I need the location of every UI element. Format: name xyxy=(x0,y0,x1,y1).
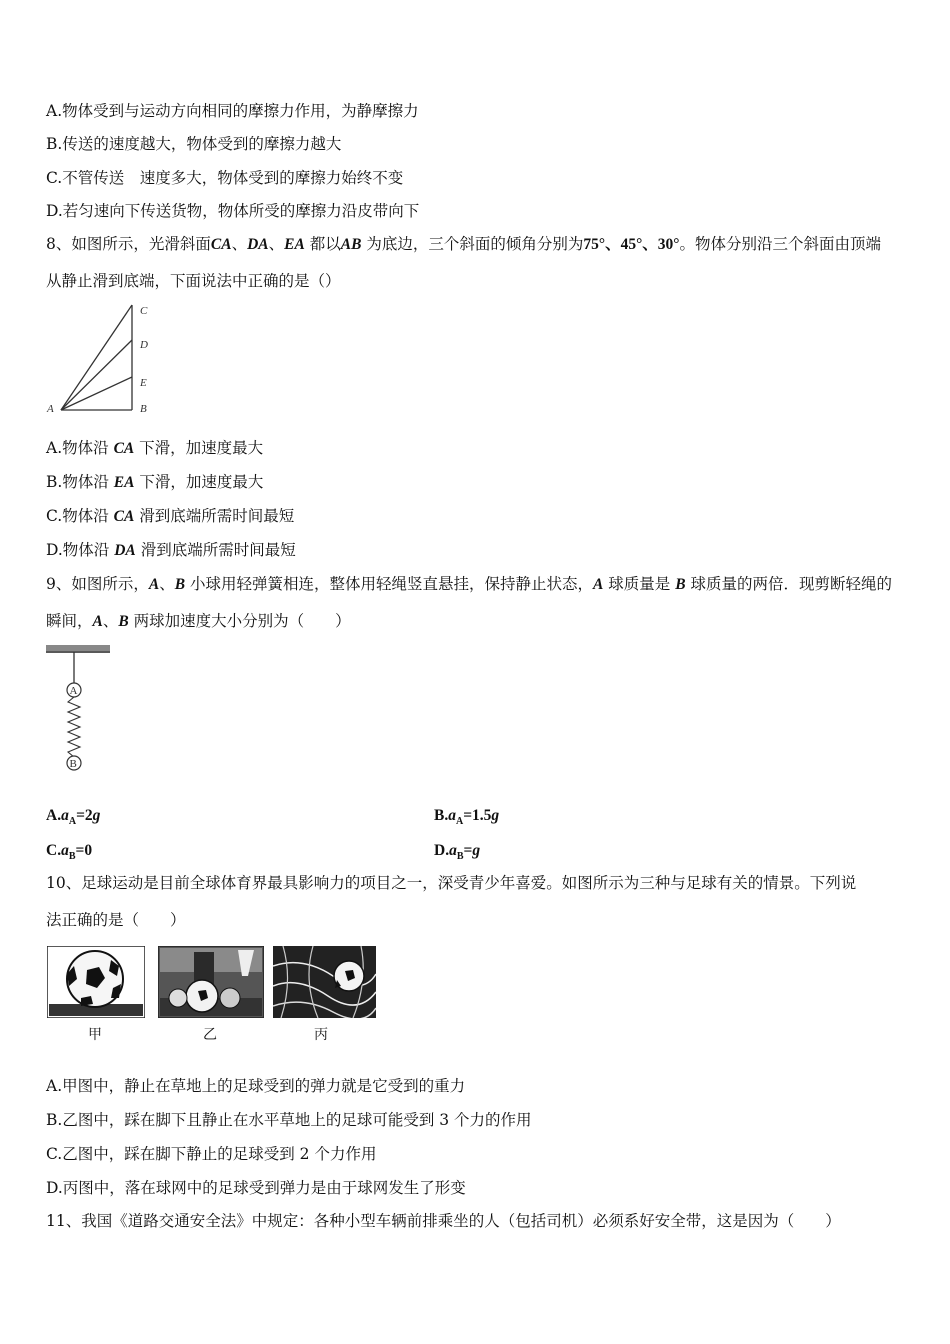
q8-option-c: C.物体沿 CA 滑到底端所需时间最短 xyxy=(46,507,295,525)
ceiling xyxy=(46,645,110,651)
ball-a-label: A xyxy=(69,685,78,697)
q8-stem-line2: 从静止滑到底端，下面说法中正确的是（） xyxy=(46,272,341,290)
q10-photo-bing xyxy=(273,946,376,1018)
q10-option-d: D.丙图中，落在球网中的足球受到弹力是由于球网发生了形变 xyxy=(46,1179,466,1197)
q9-stem-line1: 9、如图所示，A、B 小球用轻弹簧相连，整体用轻绳竖直悬挂，保持静止状态，A 球质量是 B 球质量的两倍．现剪断轻绳的 xyxy=(46,575,892,593)
label-c: C xyxy=(140,305,148,317)
incline-ca xyxy=(61,305,132,410)
caption-jia: 甲 xyxy=(88,1027,102,1043)
q10-photo-yi xyxy=(158,946,264,1018)
q10-option-a: A.甲图中，静止在草地上的足球受到的弹力就是它受到的重力 xyxy=(46,1077,466,1095)
q9-stem-line2: 瞬间，A、B 两球加速度大小分别为（ ） xyxy=(46,612,351,630)
q10-stem-line2: 法正确的是（ ） xyxy=(46,911,186,929)
caption-bing: 丙 xyxy=(314,1027,328,1043)
label-d: D xyxy=(140,339,148,351)
q8-incline-figure xyxy=(44,300,164,420)
q8-stem-line1: 8、如图所示，光滑斜面CA、DA、EA 都以AB 为底边，三个斜面的倾角分别为75°、45°、30°。物体分别沿三个斜面由顶端 xyxy=(46,235,882,253)
label-a: A xyxy=(47,403,54,415)
q10-stem-line1: 10、足球运动是目前全球体育界最具影响力的项目之一，深受青少年喜爱。如图所示为三种与足球有关的情景。下列说 xyxy=(46,874,857,892)
q7-option-a: A.物体受到与运动方向相同的摩擦力作用，为静摩擦力 xyxy=(46,102,419,120)
q9-option-b: $B.a_A=1.5g$ xyxy=(434,807,500,828)
q10-photo-jia xyxy=(47,946,145,1018)
incline-da xyxy=(61,340,132,410)
label-e: E xyxy=(140,377,147,389)
q10-option-c: C.乙图中，踩在脚下静止的足球受到 2 个力作用 xyxy=(46,1145,377,1163)
caption-yi: 乙 xyxy=(203,1027,217,1043)
label-b: B xyxy=(140,403,147,415)
spring xyxy=(68,697,80,757)
q9-option-a: $A.a_A=2g$ xyxy=(46,807,101,828)
q8-option-a: A.物体沿 CA 下滑，加速度最大 xyxy=(46,439,264,457)
q9-option-c: $C.a_B=0$ xyxy=(46,842,93,863)
q8-option-d: D.物体沿 DA 滑到底端所需时间最短 xyxy=(46,541,296,559)
q11-stem: 11、我国《道路交通安全法》中规定：各种小型车辆前排乘坐的人（包括司机）必须系好安全带，这是因为（ ） xyxy=(46,1212,841,1230)
ball-b-label: B xyxy=(69,758,77,770)
q7-option-b: B.传送的速度越大，物体受到的摩擦力越大 xyxy=(46,135,342,153)
q7-option-c: C.不管传送 速度多大，物体受到的摩擦力始终不变 xyxy=(46,169,404,187)
q9-option-d: $D.a_B=g$ xyxy=(434,842,481,863)
q7-option-d: D.若匀速向下传送货物，物体所受的摩擦力沿皮带向下 xyxy=(46,202,420,220)
q9-spring-figure xyxy=(44,642,114,777)
q10-option-b: B.乙图中，踩在脚下且静止在水平草地上的足球可能受到 3 个力的作用 xyxy=(46,1111,532,1129)
q8-option-b: B.物体沿 EA 下滑，加速度最大 xyxy=(46,473,264,491)
